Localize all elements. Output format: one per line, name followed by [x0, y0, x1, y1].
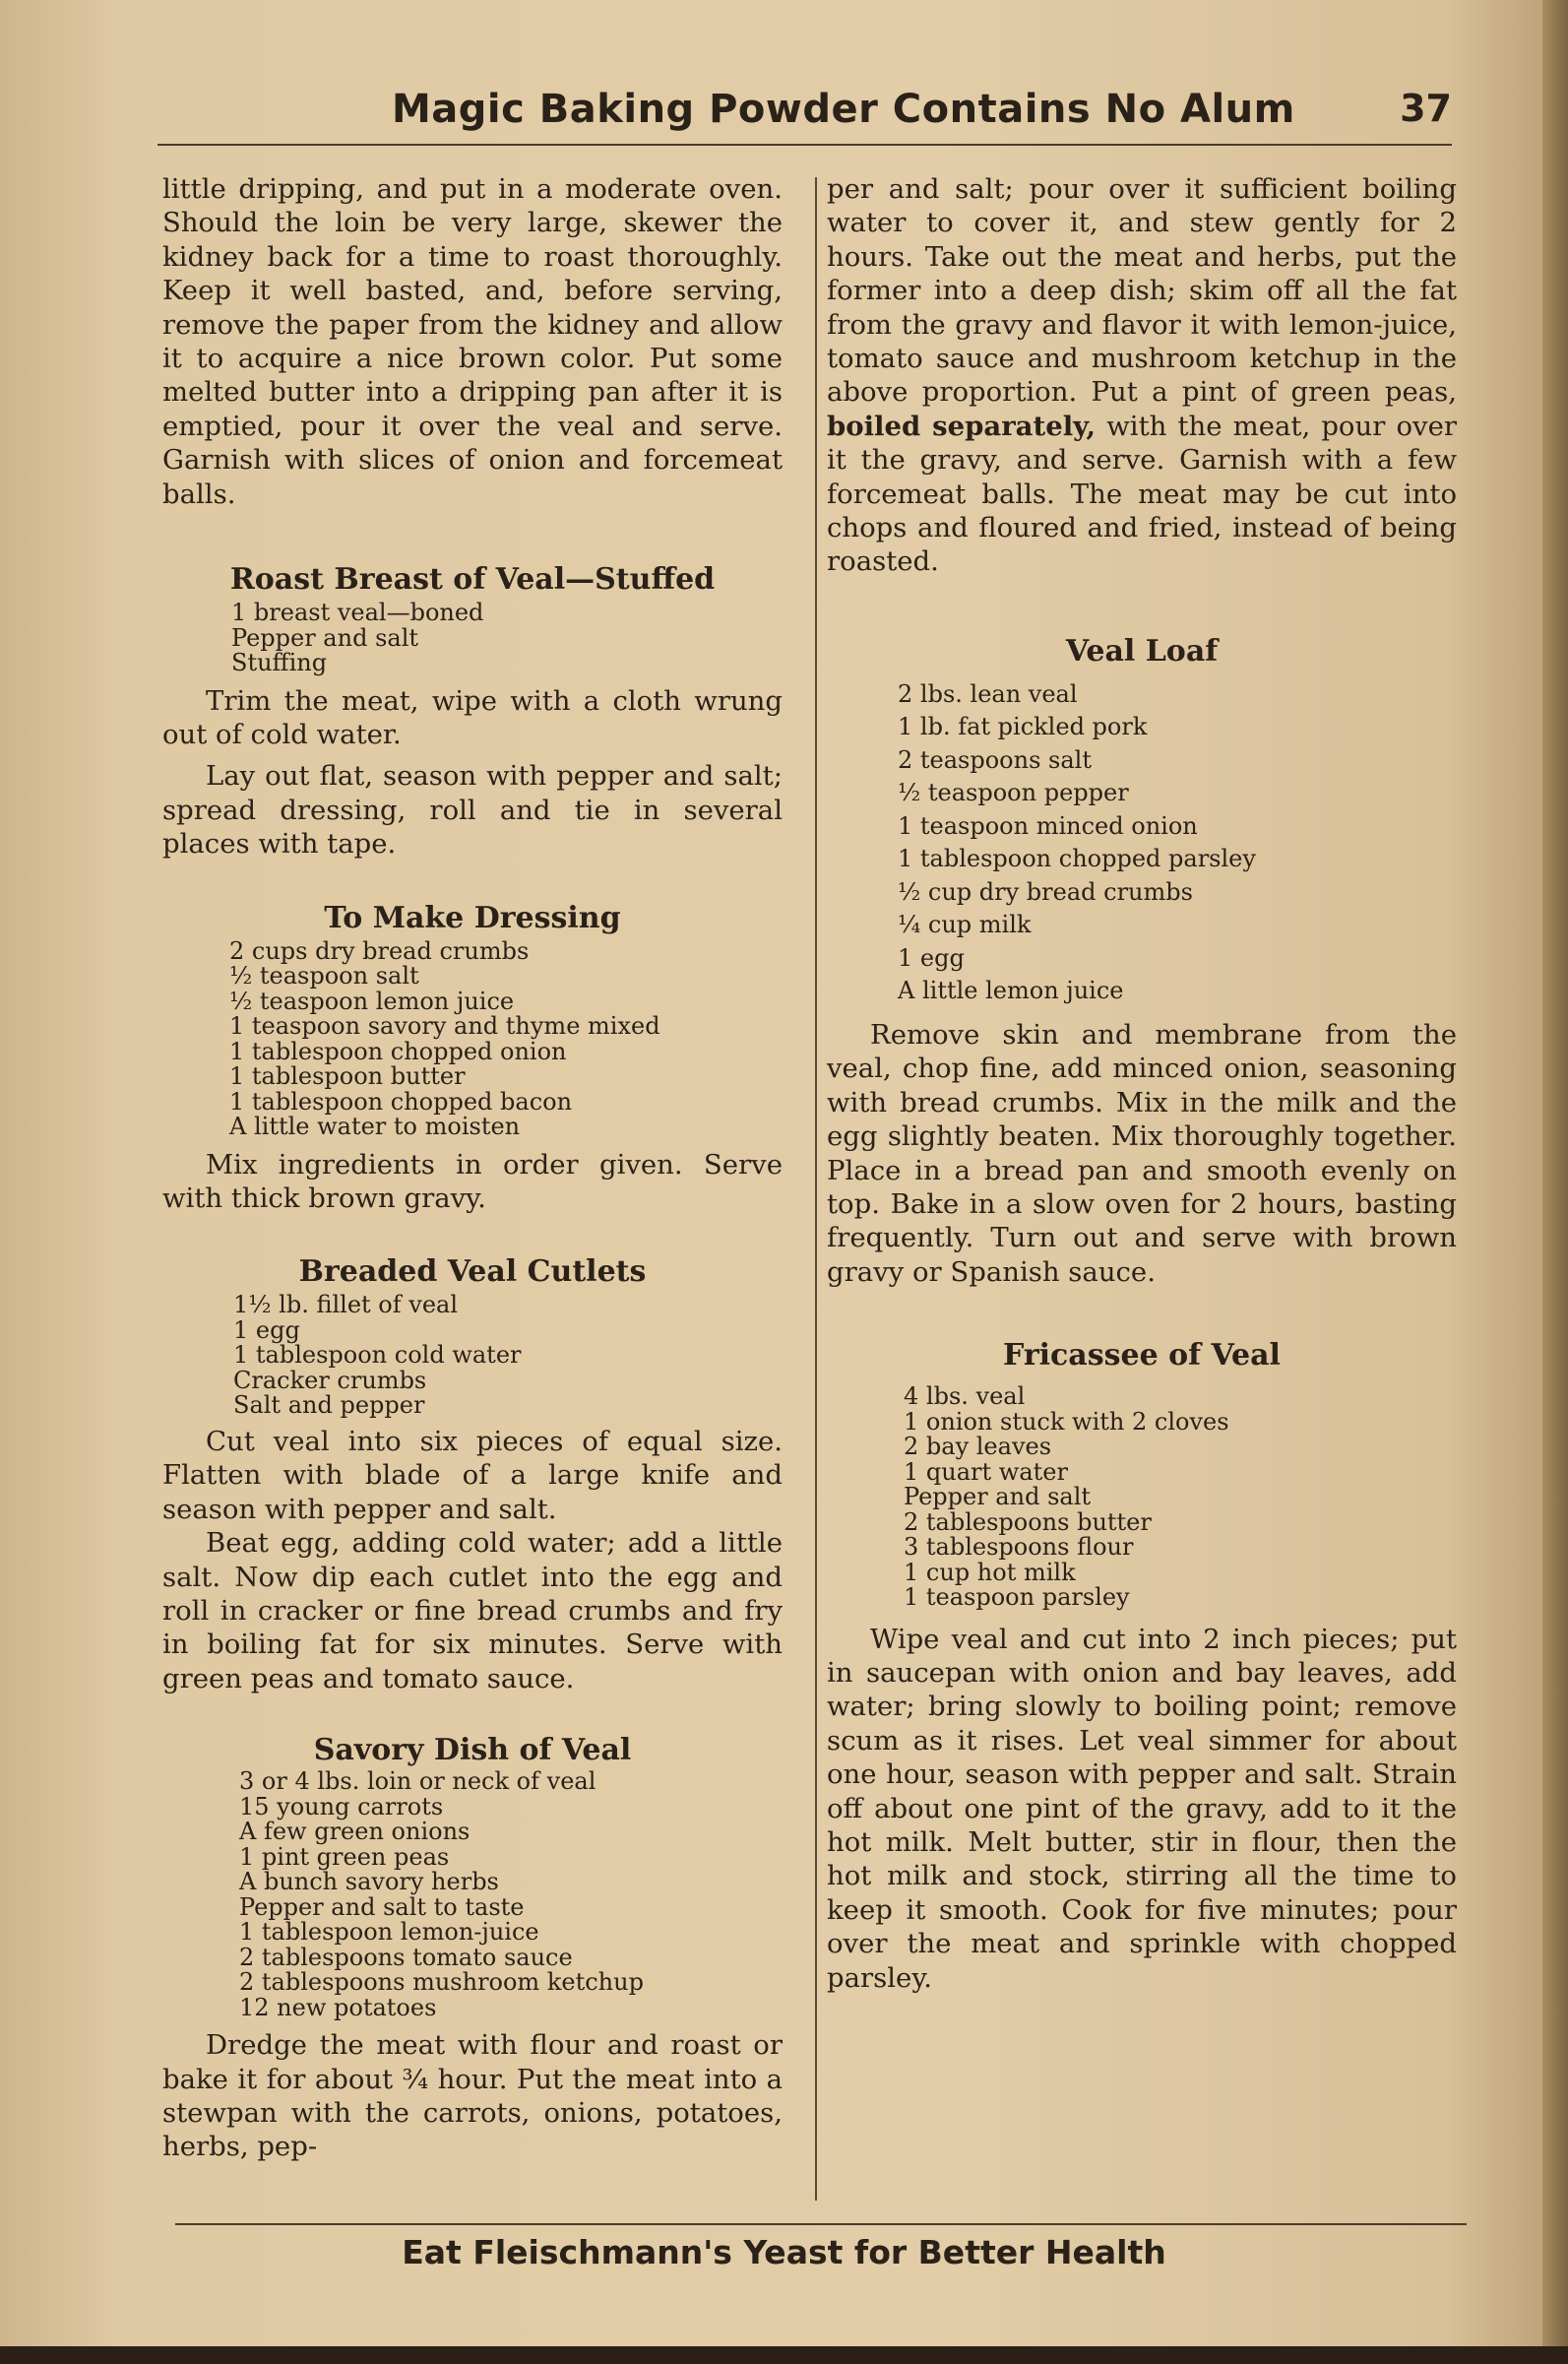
ingredient-list	[162, 601, 783, 676]
ingredient: 2 teaspoons salt	[898, 745, 1092, 774]
ingredient: 1½ lb. fillet of veal	[233, 1291, 458, 1319]
intro-paragraph: little dripping, and put in a moderate oven. Should the loin be very large, skewer the kidney back for a time to roast thoroughly. Keep it well basted, and, before serving, remove the paper from the kidney and allow it to acquire a nice brown color. Put some melted butter into a dripping pan after it is emptied, pour it over the veal and serve. Garnish with slices of onion and forcemeat balls.	[162, 173, 783, 510]
ingredient: 1 onion stuck with 2 cloves	[904, 1407, 1229, 1436]
continued-paragraph	[827, 172, 1457, 579]
ingredient: 1 egg	[233, 1315, 300, 1344]
ingredient: 1 quart water	[904, 1457, 1068, 1486]
ingredient: Pepper and salt to taste	[239, 1892, 525, 1921]
ingredient: 3 or 4 lbs. loin or neck of veal	[239, 1767, 596, 1796]
ingredient: 3 tablespoons flour	[904, 1533, 1134, 1562]
ingredient: 2 tablespoons mushroom ketchup	[239, 1968, 644, 1997]
ingredient: 2 bay leaves	[904, 1433, 1052, 1461]
ingredient: 1 egg	[898, 943, 965, 972]
ingredient: ½ cup dry bread crumbs	[898, 877, 1193, 906]
ingredient-list	[162, 1769, 783, 2020]
footer-rule	[175, 2223, 1467, 2225]
recipe-step: Dredge the meat with flour and roast or bake it for about ¾ hour. Put the meat into a stewpan with the carrots, onions, potatoes, herbs, pep-	[162, 2029, 783, 2163]
ingredient: 12 new potatoes	[239, 1993, 437, 2021]
emphasis-text: boiled separately,	[827, 410, 1097, 442]
ingredient: 1 tablespoon cold water	[233, 1341, 522, 1370]
ingredient: 2 cups dry bread crumbs	[229, 936, 530, 965]
running-footer: Eat Fleischmann's Yeast for Better Health	[402, 2233, 1166, 2271]
ingredient: 1 tablespoon chopped bacon	[229, 1087, 573, 1116]
ingredient: 1 tablespoon lemon-juice	[239, 1918, 539, 1947]
ingredient: 2 tablespoons tomato sauce	[239, 1943, 573, 1971]
header-rule	[157, 144, 1452, 146]
recipe-step: Cut veal into six pieces of equal size. Flatten with blade of a large knife and season with pepper and salt.	[162, 1425, 783, 1525]
page-number: 37	[1400, 87, 1452, 130]
ingredient: A little water to moisten	[229, 1113, 521, 1141]
ingredient-list	[162, 936, 783, 1141]
ingredient: Pepper and salt	[231, 623, 419, 652]
recipe-title: To Make Dressing	[324, 900, 621, 935]
recipe-title: Fricassee of Veal	[1003, 1338, 1281, 1374]
ingredient: 1 cup hot milk	[904, 1558, 1076, 1586]
ingredient: 1 tablespoon chopped onion	[229, 1037, 567, 1065]
column-divider	[815, 177, 817, 2201]
ingredient: 4 lbs. veal	[904, 1382, 1026, 1411]
recipe-title: Breaded Veal Cutlets	[298, 1254, 647, 1290]
header-title: Magic Baking Powder Contains No Alum	[392, 87, 1295, 132]
recipe-title: Savory Dish of Veal	[313, 1733, 632, 1768]
ingredient: 1 lb. fat pickled pork	[898, 713, 1148, 741]
ingredient: ½ teaspoon salt	[229, 962, 419, 990]
continued-text: with the meat, pour over it the gravy, and serve. Garnish with a few forcemeat balls. The meat may be cut into chops and floured and fried, instead of being roasted.	[827, 410, 1458, 578]
ingredient: Pepper and salt	[904, 1483, 1092, 1511]
ingredient: ¼ cup milk	[898, 911, 1032, 939]
ingredient: ½ teaspoon lemon juice	[229, 987, 515, 1015]
ingredient: A bunch savory herbs	[239, 1868, 499, 1896]
recipe-step: Remove skin and membrane from the veal, chop fine, add minced onion, seasoning with bread crumbs. Mix in the milk and the egg slightly beaten. Mix thoroughly together. Place in a bread pan and smooth evenly on top. Bake in a slow oven for 2 hours, basting frequently. Turn out and serve with brown gravy or Spanish sauce.	[827, 1018, 1457, 1288]
ingredient-list	[827, 678, 1457, 1008]
ingredient: 1 teaspoon minced onion	[898, 811, 1198, 840]
ingredient: 1 pint green peas	[239, 1842, 450, 1871]
ingredient: 1 tablespoon butter	[229, 1062, 466, 1091]
ingredient: ½ teaspoon pepper	[898, 779, 1129, 807]
continued-text: per and salt; pour over it sufficient boiling water to cover it, and stew gently for 2 hours. Take out the meat and herbs, put the former into a deep dish; skim off all the fat from the gravy and flavor it with lemon-juice, tomato sauce and mushroom ketchup in the above proportion. Put a pint of green peas,	[827, 173, 1457, 409]
recipe-step: Wipe veal and cut into 2 inch pieces; put in saucepan with onion and bay leaves, add water; bring slowly to boiling point; remove scum as it rises. Let veal simmer for about one hour, season with pepper and salt. Strain off about one pint of the gravy, add to it the hot milk. Melt butter, stir in flour, then the hot milk and stock, stirring all the time to keep it smooth. Cook for five minutes; pour over the meat and sprinkle with chopped parsley.	[827, 1623, 1457, 1994]
ingredient: A little lemon juice	[898, 977, 1124, 1005]
page-bottom-edge	[0, 2346, 1568, 2364]
ingredient: 1 tablespoon chopped parsley	[898, 845, 1256, 873]
ingredient: 15 young carrots	[239, 1792, 444, 1821]
ingredient: Salt and pepper	[233, 1391, 425, 1420]
recipe-step: Lay out flat, season with pepper and salt; spread dressing, roll and tie in several places with tape.	[162, 760, 783, 861]
right-column	[827, 172, 1457, 1995]
ingredient: Stuffing	[231, 649, 328, 677]
ingredient-list	[827, 1384, 1457, 1611]
ingredient: 2 tablespoons butter	[904, 1507, 1152, 1536]
ingredient-list	[162, 1293, 783, 1419]
recipe-title: Veal Loaf	[1065, 633, 1219, 669]
running-header	[157, 87, 1452, 146]
ingredient: A few green onions	[239, 1818, 470, 1846]
recipe-step: Trim the meat, wipe with a cloth wrung out of cold water.	[162, 684, 783, 750]
recipe-step: Beat egg, adding cold water; add a little salt. Now dip each cutlet into the egg and roll in cracker or fine bread crumbs and fry in boiling fat for six minutes. Serve with green peas and tomato sauce.	[162, 1527, 783, 1694]
ingredient: Cracker crumbs	[233, 1366, 427, 1394]
page-edge	[1542, 0, 1568, 2364]
ingredient: 2 lbs. lean veal	[898, 679, 1078, 708]
ingredient: 1 breast veal—boned	[231, 599, 484, 627]
left-column	[162, 172, 783, 2164]
recipe-step: Mix ingredients in order given. Serve with thick brown gravy.	[162, 1148, 783, 1214]
ingredient: 1 teaspoon parsley	[904, 1583, 1130, 1612]
recipe-title: Roast Breast of Veal—Stuffed	[229, 562, 716, 598]
ingredient: 1 teaspoon savory and thyme mixed	[229, 1012, 660, 1041]
